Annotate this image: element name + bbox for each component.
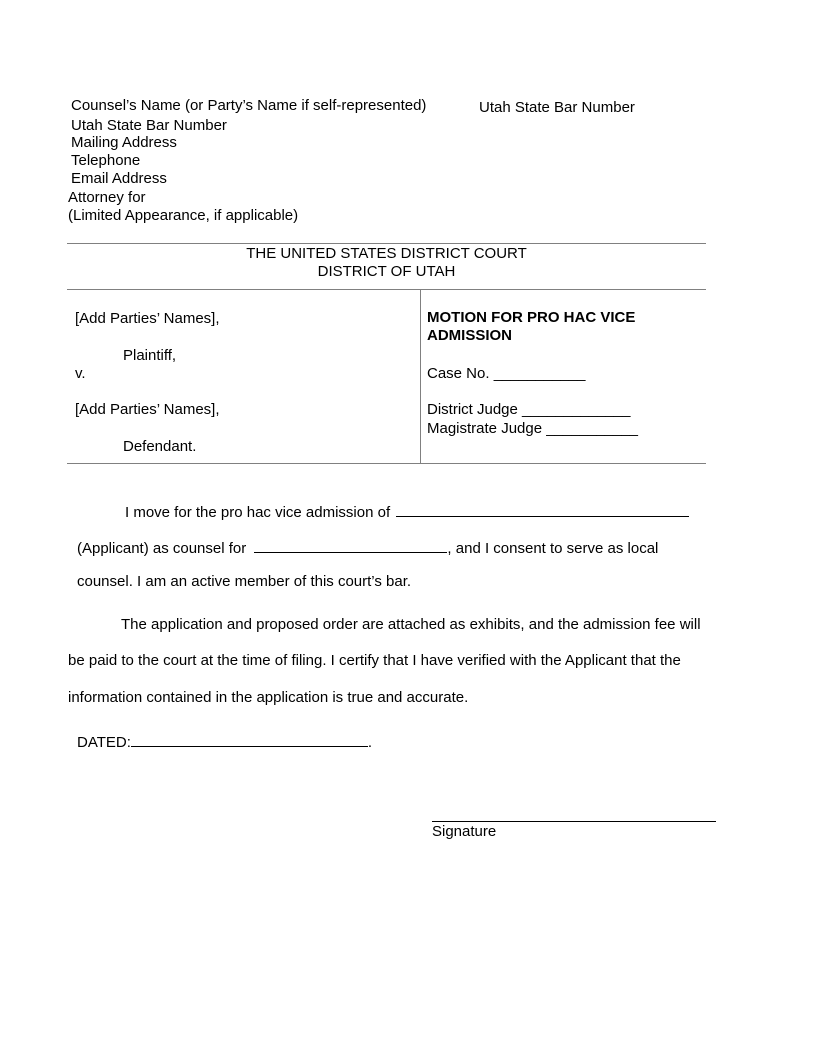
plaintiff-names: [Add Parties’ Names], <box>75 310 220 327</box>
party-name-blank[interactable] <box>254 538 447 553</box>
paragraph1-line1 <box>125 502 689 522</box>
dated-period: . <box>367 734 373 751</box>
dated-blank[interactable] <box>131 732 368 747</box>
court-name: THE UNITED STATES DISTRICT COURT <box>246 245 527 262</box>
paragraph1-consent: , and I consent to serve as local <box>447 540 659 557</box>
paragraph1-line2 <box>77 538 658 558</box>
paragraph1-applicant: (Applicant) as counsel for <box>77 540 247 557</box>
paragraph1-start: I move for the pro hac vice admission of <box>125 504 391 521</box>
signature-line[interactable] <box>432 821 716 822</box>
dated-label: DATED: <box>77 734 131 751</box>
counsel-mailing-address: Mailing Address <box>71 134 177 151</box>
case-number: Case No. ___________ <box>427 365 586 382</box>
district-judge: District Judge _____________ <box>427 401 631 418</box>
paragraph2-line1: The application and proposed order are attached as exhibits, and the admission fee will <box>121 616 701 633</box>
court-district: DISTRICT OF UTAH <box>317 263 456 280</box>
motion-title-line2: ADMISSION <box>427 327 513 344</box>
counsel-telephone: Telephone <box>71 152 141 169</box>
paragraph1-line3: counsel. I am an active member of this court’s bar. <box>77 573 412 590</box>
caption-divider <box>420 289 421 463</box>
versus: v. <box>75 365 86 382</box>
attorney-for: Attorney for <box>68 189 146 206</box>
counsel-email: Email Address <box>71 170 167 187</box>
counsel-bar-number: Utah State Bar Number <box>71 117 227 134</box>
magistrate-judge: Magistrate Judge ___________ <box>427 420 638 437</box>
applicant-name-blank[interactable] <box>396 502 689 517</box>
motion-title-line1: MOTION FOR PRO HAC VICE <box>427 309 636 326</box>
signature-label: Signature <box>432 823 497 840</box>
plaintiff-label: Plaintiff, <box>123 347 177 364</box>
defendant-names: [Add Parties’ Names], <box>75 401 220 418</box>
caption-bottom-rule <box>67 463 706 464</box>
defendant-label: Defendant. <box>123 438 197 455</box>
paragraph2-line3: information contained in the application is true and accurate. <box>68 689 469 706</box>
dated-line <box>77 732 372 752</box>
right-bar-number: Utah State Bar Number <box>479 99 635 116</box>
court-top-rule <box>67 243 706 244</box>
paragraph2-line2: be paid to the court at the time of filing. I certify that I have verified with the Applicant that the <box>68 652 681 669</box>
counsel-name: Counsel’s Name (or Party’s Name if self-represented) <box>71 97 427 114</box>
caption-top-rule <box>67 289 706 290</box>
limited-appearance: (Limited Appearance, if applicable) <box>68 207 299 224</box>
